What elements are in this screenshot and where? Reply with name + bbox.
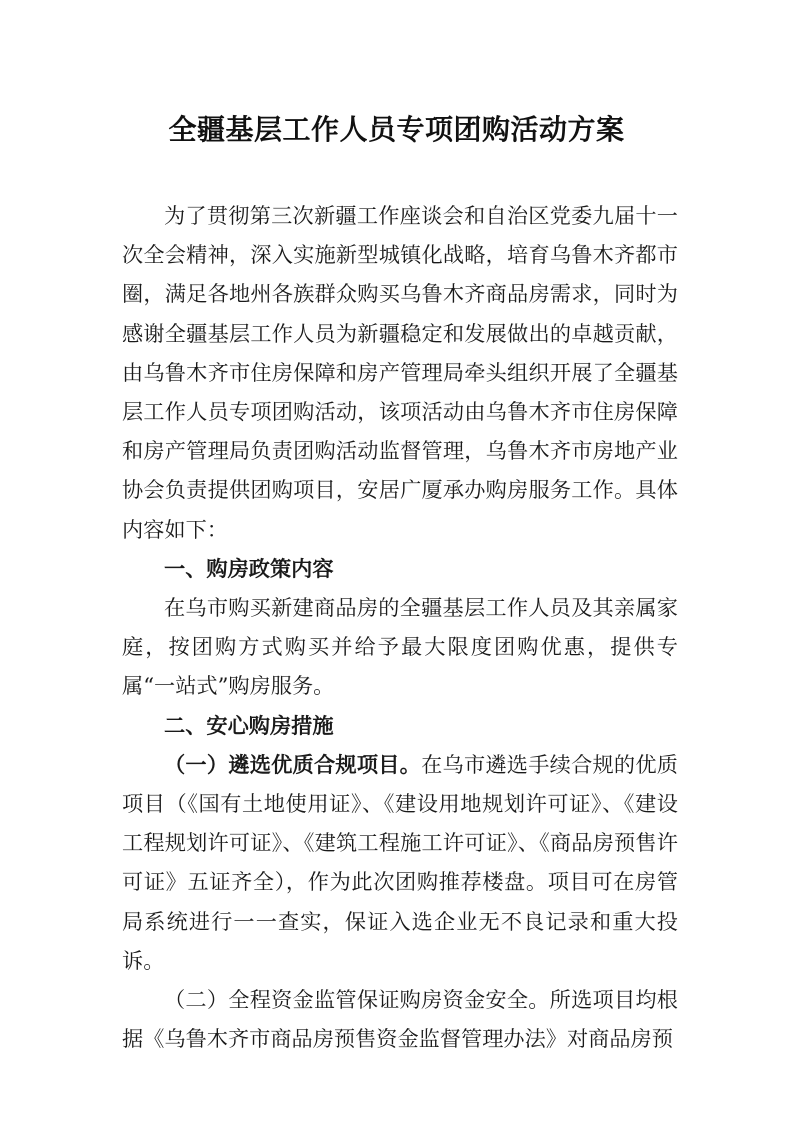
document-title: 全疆基层工作人员专项团购活动方案 xyxy=(168,113,625,146)
intro-paragraph: 为了贯彻第三次新疆工作座谈会和自治区党委九届十一次全会精神，深入实施新型城镇化战略，培育乌鲁木齐都市圈，满足各地州各族群众购买乌鲁木齐商品房需求，同时为感谢全疆基层工作人员为新疆稳定和发展做出的卓越贡献，由乌鲁木齐市住房保障和房产管理局牵头组织开展了全疆基层工作人员专项团购活动，该项活动由乌鲁木齐市住房保障和房产管理局负责团购活动监督管理，乌鲁木齐市房地产业协会负责提供团购项目，安居广厦承办购房服务工作。具体内容如下： xyxy=(122,203,678,542)
section2-item1-text: 在乌市遴选手续合规的优质项目（《国有土地使用证》、《建设用地规划许可证》、《建设工程规划许可证》、《建筑工程施工许可证》、《商品房预售许可证》五证齐全），作为此次团购推荐楼盘。项目可在房管局系统进行一一查实，保证入选企业无不良记录和重大投诉。 xyxy=(122,751,678,973)
section1-heading: 一、购房政策内容 xyxy=(164,555,334,581)
section2-item2-paragraph: （二）全程资金监管保证购房资金安全。所选项目均根据《乌鲁木齐市商品房预售资金监督管理办法》对商品房预 xyxy=(122,987,678,1052)
section2-heading: 二、安心购房措施 xyxy=(164,712,334,738)
section2-item1-paragraph xyxy=(122,745,678,980)
document-body xyxy=(122,196,678,1058)
section2-item1-lead: （一）遴选优质合规项目。 xyxy=(164,751,422,777)
section1-paragraph: 在乌市购买新建商品房的全疆基层工作人员及其亲属家庭，按团购方式购买并给予最大限度团购优惠，提供专属“一站式”购房服务。 xyxy=(122,595,678,699)
